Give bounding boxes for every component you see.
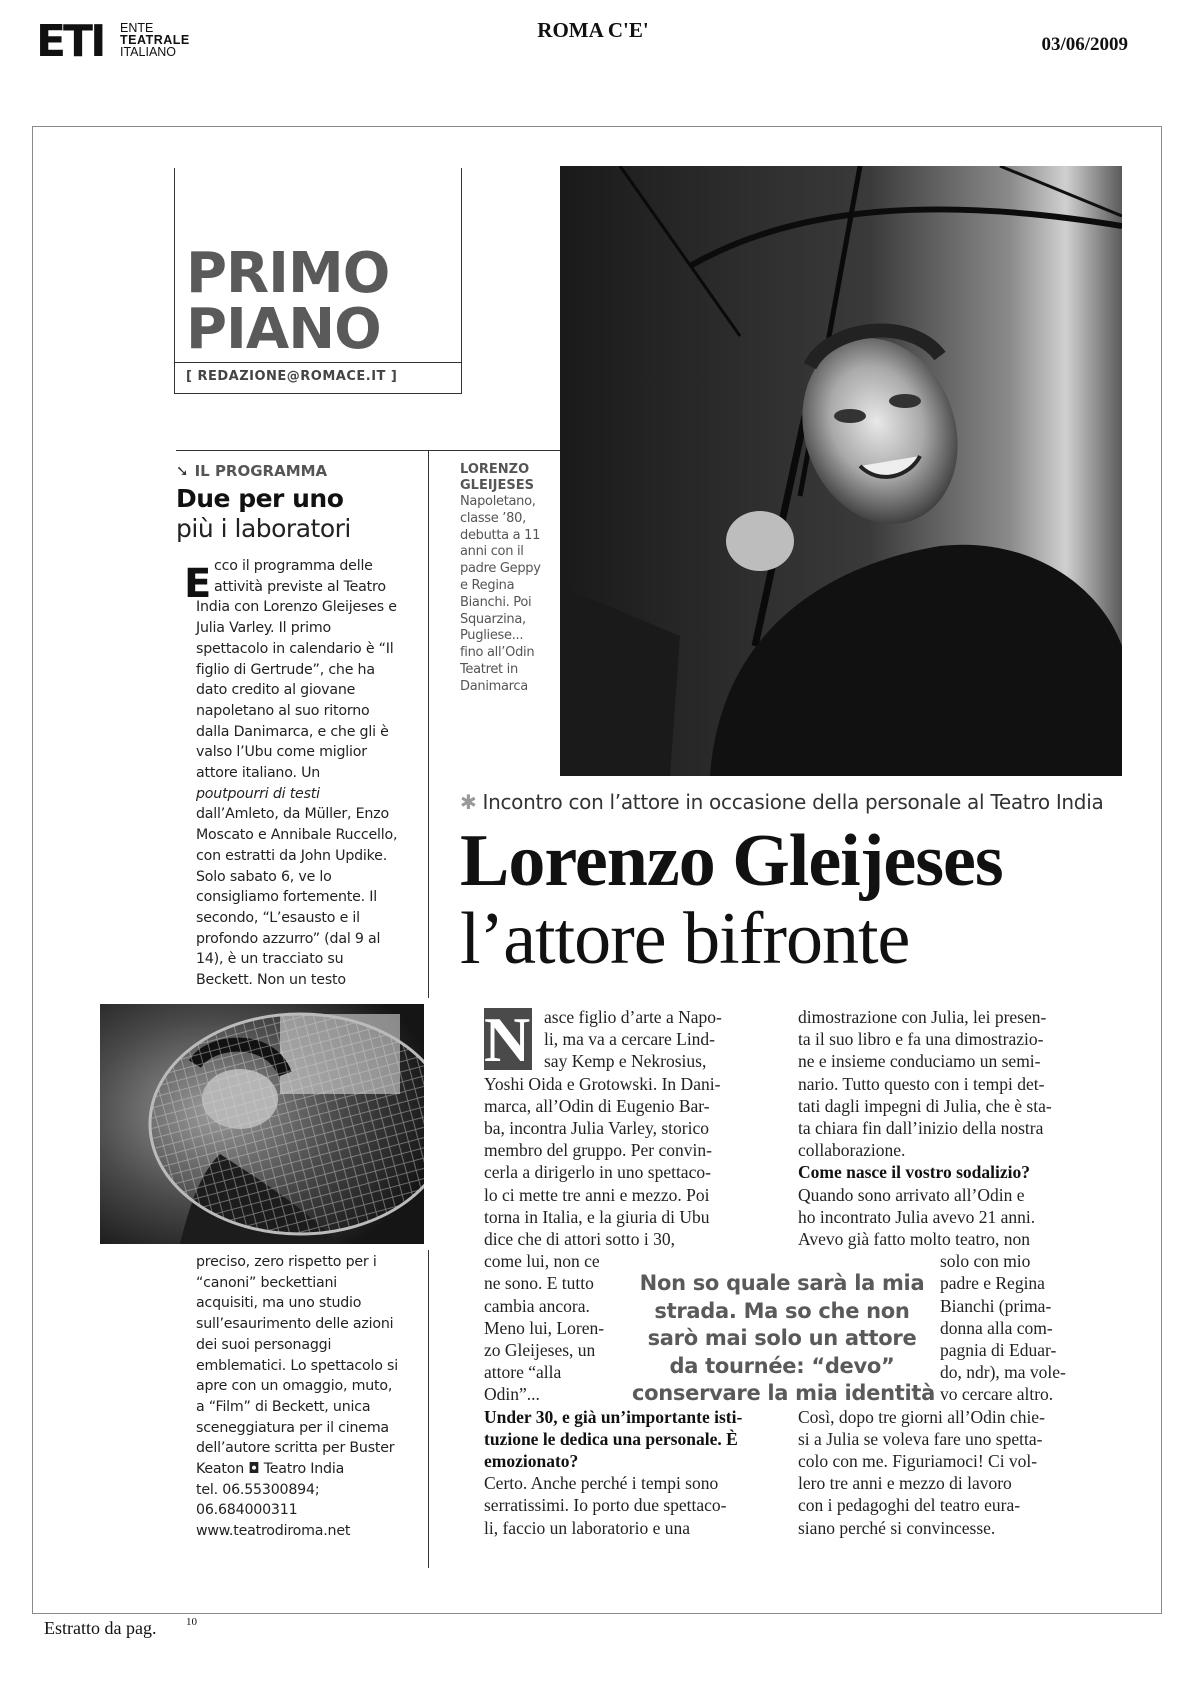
logo-text: ENTE TEATRALE ITALIANO (120, 21, 190, 59)
actor-photo-net (100, 1004, 424, 1244)
source-title: ROMA C'E' (537, 18, 649, 42)
programma-headline: Due per uno (176, 484, 344, 513)
article-kicker: ✱ Incontro con l’attore in occasione della personale al Teatro India (460, 790, 1104, 814)
logo-mark: ETI (36, 16, 104, 67)
article-column-1: N asce figlio d’arte a Napo- li, ma va a cercare Lind- say Kemp e Nekrosius, Yoshi Oida e Grotowski. In Dani- marca, all’Odin di Eugenio Bar- ba, incontra Julia Varley, storico membro del gruppo. Per convin- cerla a dirigerlo in uno spettaco- lo ci mette tre anni e mezzo. Poi torna in Italia, e la giuria di Ubu dice che di attori sotto i 30, come lui, non ce ne sono. E tutto cambia ancora. Meno lui, Loren- zo Gleijeses, un attore “alla Odin”... Under 30, e già un’importante isti- tuzione le dedica una personale. È emozionato? Certo. Anche perché i tempi sono serratissimi. Io porto due spettaco- li, faccio un laboratorio e una (484, 1006, 772, 1539)
website-link: www.teatrodiroma.net (196, 1523, 351, 1540)
section-email: [ REDAZIONE@ROMACE.IT ] (186, 369, 398, 384)
publication-date: 03/06/2009 (1041, 34, 1128, 55)
programma-kicker: ➘ IL PROGRAMMA (176, 462, 328, 480)
caption-text: Napoletano, classe ’80, debutta a 11 anni con il padre Geppy e Regina Bianchi. Poi Squarzina, Pugliese... fino all’Odin Teatret in Danimarca (460, 494, 541, 694)
interview-question: Under 30, e già un’importante isti- (484, 1406, 743, 1427)
extract-label: Estratto da pag. (44, 1618, 157, 1638)
article-subtitle: l’attore bifronte (460, 898, 910, 980)
actor-photo-umbrella (560, 166, 1122, 776)
section-rule (174, 362, 462, 363)
page-number: 10 (186, 1616, 197, 1628)
programma-text-top: E cco il programma delle attività previste al Teatro India con Lorenzo Gleijeses e Julia Varley. Il primo spettacolo in calendario è “Il figlio di Gertrude”, che ha dato credito al giovane napoletano al suo ritorno dalla Danimarca, e che gli è valso l’Ubu come miglior attore italiano. Un poutpourri di testi dall’Amleto, da Müller, Enzo Moscato e Annibale Ruccello, con estratti da John Updike. Solo sabato 6, ve lo consigliamo fortemente. Il secondo, “L’esausto e il profondo azzurro” (dal 9 al 14), è un tracciato su Beckett. Non un testo (184, 558, 398, 989)
programma-top-rule (176, 450, 560, 451)
pull-quote: Non so quale sarà la mia strada. Ma so che non sarò mai solo un attore da tournée: “devo” conservare la mia identità (632, 1271, 936, 1405)
interview-question: Come nasce il vostro sodalizio? (798, 1162, 1031, 1183)
programma-text-bottom: preciso, zero rispetto per i “canoni” beckettiani acquisiti, ma uno studio sull’esaurimento delle azioni dei suoi personaggi emblematici. Lo spettacolo si apre con un omaggio, muto, a “Film” di Beckett, unica sceneggiatura per il cinema dell’autore scritta per Buster Keaton ◘ Teatro India tel. 06.55300894; 06.684000311 www.teatrodiroma.net (196, 1252, 424, 1542)
programma-subheadline: più i laboratori (176, 514, 351, 543)
article-title: Lorenzo Gleijeses (460, 820, 1003, 902)
drop-cap-n: N (484, 1004, 531, 1075)
programma-column-rule-lower (428, 1250, 429, 1568)
caption-name: LORENZO GLEIJESES (460, 462, 534, 493)
asterisk-icon: ✱ (460, 790, 477, 814)
programma-column-rule (428, 450, 429, 998)
section-title: PRIMO PIANO (186, 241, 390, 362)
drop-cap: E (184, 561, 212, 607)
arrow-down-right-icon: ➘ (176, 462, 189, 480)
article-column-2: dimostrazione con Julia, lei presen- ta il suo libro e fa una dimostrazio- ne e insieme conduciamo un semi- nario. Tutto questo con i tempi det- tati dagli impegni di Julia, che è sta- ta chiara fin dall’inizio della nostra collaborazione. Come nasce il vostro sodalizio? Quando sono arrivato all’Odin e ho incontrato Julia avevo 21 anni. Avevo già fatto molto teatro, non solo con mio padre e Regina Bianchi (prima- donna alla com- pagnia di Eduar- do, ndr), ma vole- vo cercare altro. Così, dopo tre giorni all’Odin chie- si a Julia se voleva fare uno spetta- colo con me. Figuriamoci! Ci vol- lero tre anni e mezzo di lavoro con i pedagoghi del teatro eura- siano perché si convincesse. (798, 1006, 1086, 1539)
